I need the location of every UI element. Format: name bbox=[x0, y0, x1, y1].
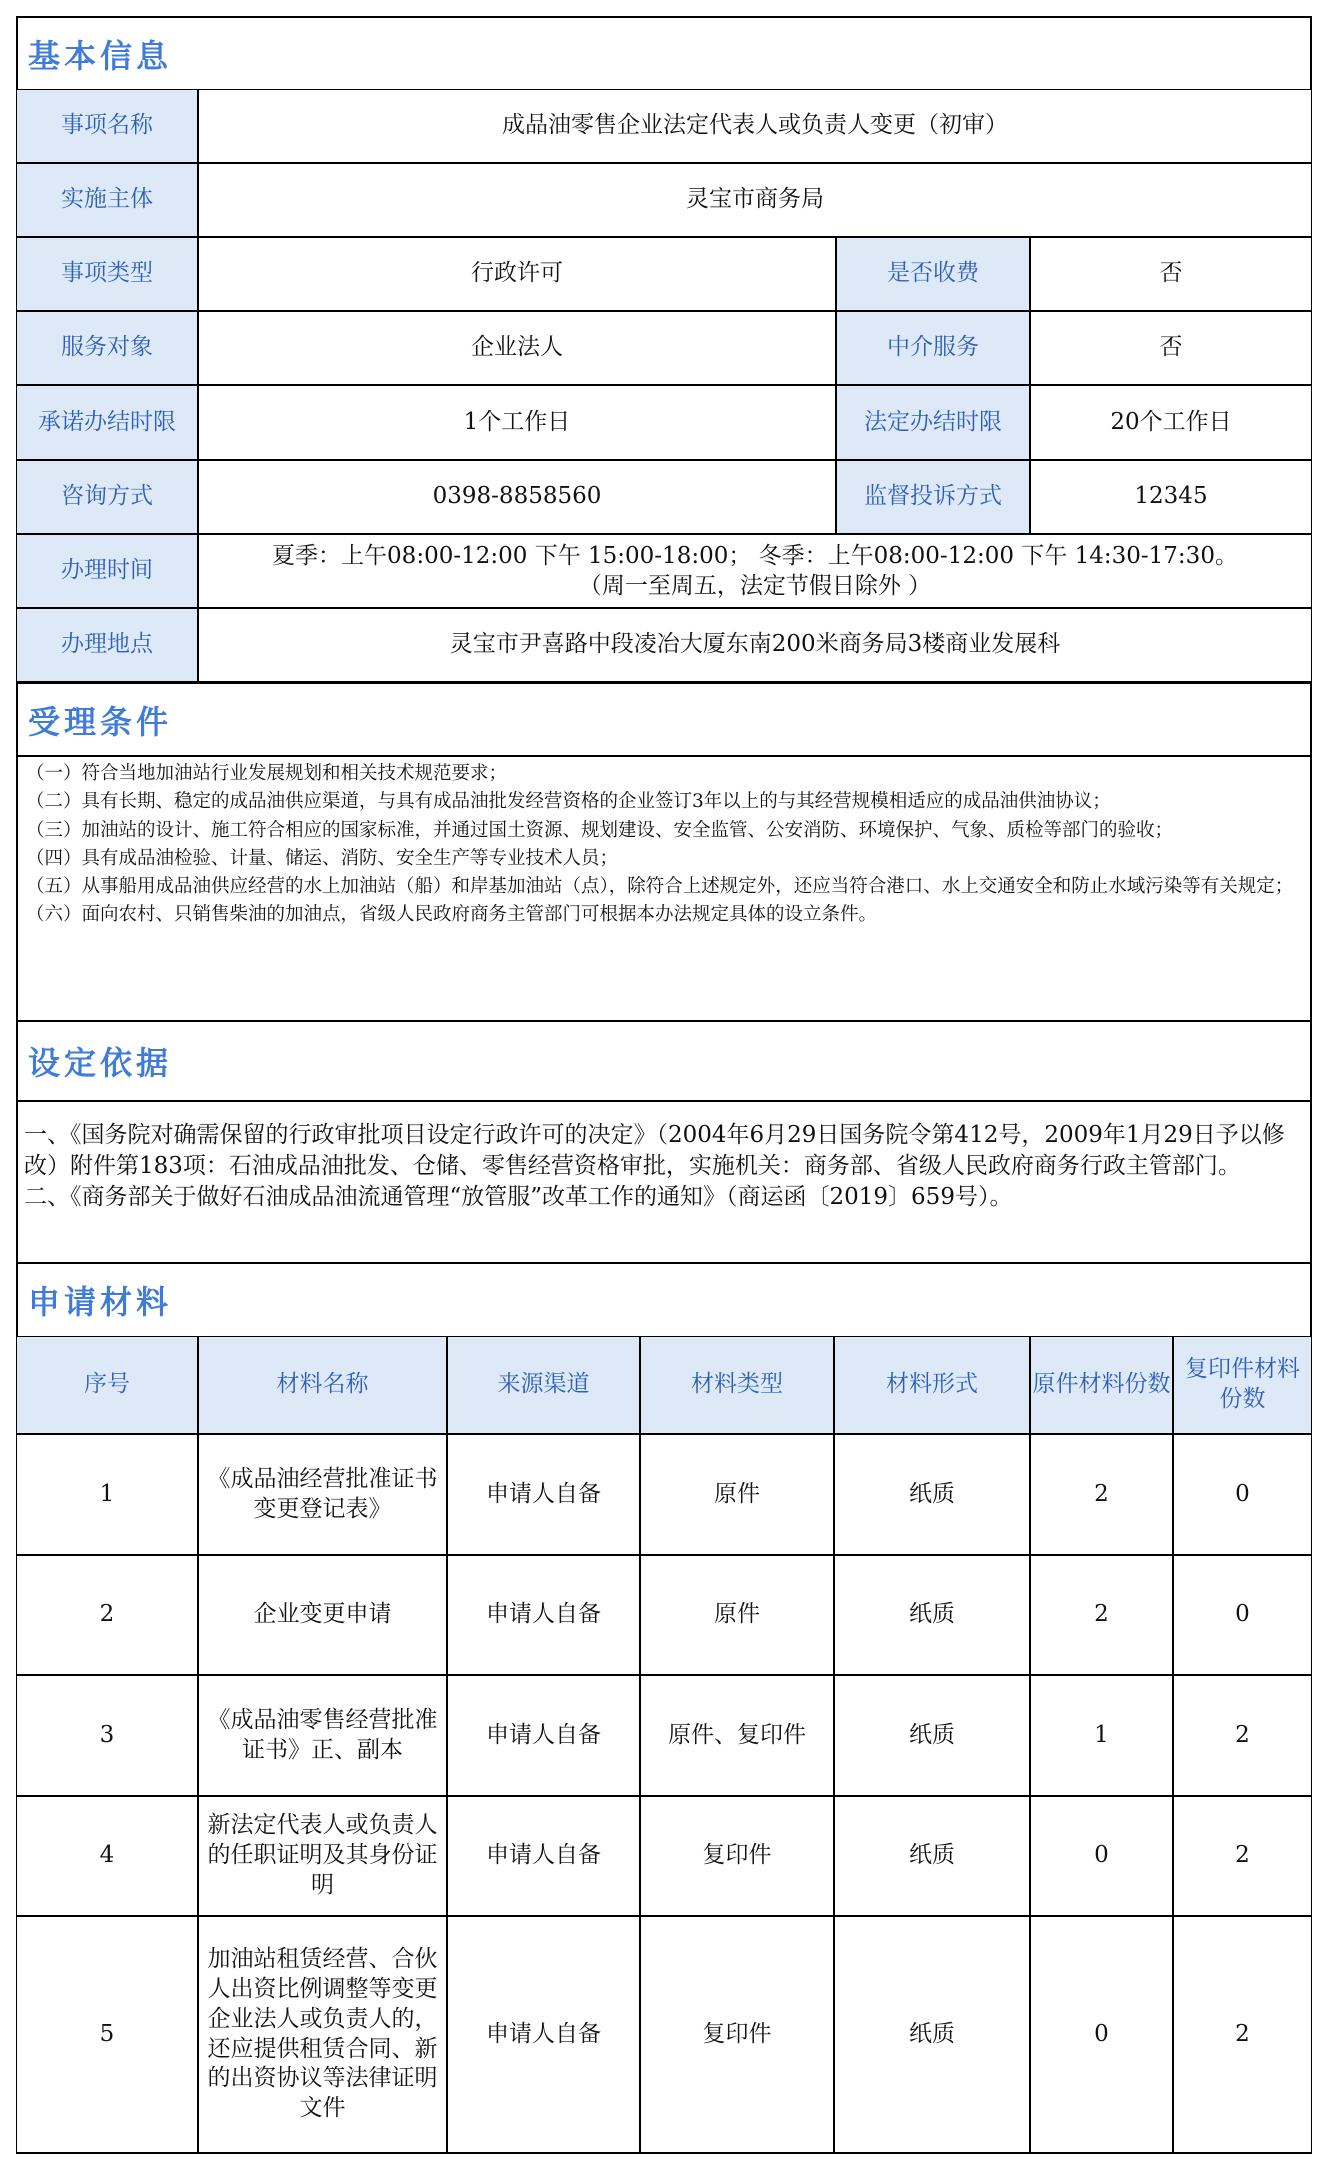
table-cell-source: 申请人自备 bbox=[447, 1675, 640, 1796]
divider bbox=[16, 1100, 1312, 1102]
value-charge: 否 bbox=[1030, 237, 1312, 311]
table-cell-original-count: 0 bbox=[1030, 1796, 1173, 1916]
condition-item: （五）从事船用成品油供应经营的水上加油站（船）和岸基加油站（点），除符合上述规定外，还应当符合港口、水上交通安全和防止水域污染等有关规定； bbox=[26, 876, 1294, 898]
hours-line-2: （周一至周五，法定节假日除外 ） bbox=[578, 573, 932, 599]
table-cell-source: 申请人自备 bbox=[447, 1555, 640, 1675]
label-intermediary: 中介服务 bbox=[836, 311, 1030, 385]
condition-item: （四）具有成品油检验、计量、储运、消防、安全生产等专业技术人员； bbox=[26, 847, 619, 869]
conditions-list bbox=[18, 760, 1310, 930]
basis-item: 二、《商务部关于做好石油成品油流通管理“放管服”改革工作的通知》（商运函〔2019〕659号）。 bbox=[24, 1184, 1013, 1210]
table-cell-copy-count: 2 bbox=[1173, 1916, 1312, 2153]
condition-item: （二）具有长期、稳定的成品油供应渠道，与具有成品油批发经营资格的企业签订3年以上的与其经营规模相适应的成品油供油协议； bbox=[26, 791, 1111, 813]
value-promised-time: 1个工作日 bbox=[198, 385, 836, 460]
label-legal-time: 法定办结时限 bbox=[836, 385, 1030, 460]
table-cell-name: 新法定代表人或负责人的任职证明及其身份证明 bbox=[198, 1796, 447, 1916]
value-hours bbox=[198, 534, 1312, 608]
label-implementing-body: 实施主体 bbox=[16, 163, 198, 237]
condition-item: （一）符合当地加油站行业发展规划和相关技术规范要求； bbox=[26, 763, 508, 784]
table-cell-original-count: 2 bbox=[1030, 1434, 1173, 1555]
table-cell-copy-count: 2 bbox=[1173, 1675, 1312, 1796]
table-cell-copy-count: 0 bbox=[1173, 1434, 1312, 1555]
hours-line-1: 夏季：上午08:00-12:00 下午 15:00-18:00； 冬季：上午08:00-12:00 下午 14:30-17:30。 bbox=[272, 543, 1238, 569]
label-hours: 办理时间 bbox=[16, 534, 198, 608]
table-cell-form: 纸质 bbox=[834, 1916, 1030, 2153]
label-complaint: 监督投诉方式 bbox=[836, 460, 1030, 534]
section-title-basic-info: 基本信息 bbox=[16, 16, 1312, 89]
table-cell-source: 申请人自备 bbox=[447, 1434, 640, 1555]
label-item-name: 事项名称 bbox=[16, 89, 198, 163]
value-item-type: 行政许可 bbox=[198, 237, 836, 311]
divider bbox=[16, 755, 1312, 757]
value-complaint: 12345 bbox=[1030, 460, 1312, 534]
label-address: 办理地点 bbox=[16, 608, 198, 682]
basis-list bbox=[18, 1120, 1310, 1213]
table-cell-name: 《成品油零售经营批准证书》正、副本 bbox=[198, 1675, 447, 1796]
table-cell-type: 原件 bbox=[640, 1434, 834, 1555]
table-cell-form: 纸质 bbox=[834, 1675, 1030, 1796]
table-cell-name: 《成品油经营批准证书变更登记表》 bbox=[198, 1434, 447, 1555]
table-cell-original-count: 1 bbox=[1030, 1675, 1173, 1796]
table-cell-type: 原件、复印件 bbox=[640, 1675, 834, 1796]
table-cell-seq: 2 bbox=[16, 1555, 198, 1675]
table-cell-type: 复印件 bbox=[640, 1796, 834, 1916]
table-cell-form: 纸质 bbox=[834, 1555, 1030, 1675]
section-title-conditions: 受理条件 bbox=[16, 682, 1312, 755]
table-header-source: 来源渠道 bbox=[447, 1336, 640, 1434]
table-cell-copy-count: 2 bbox=[1173, 1796, 1312, 1916]
table-cell-form: 纸质 bbox=[834, 1796, 1030, 1916]
table-cell-type: 复印件 bbox=[640, 1916, 834, 2153]
condition-item: （三）加油站的设计、施工符合相应的国家标准，并通过国土资源、规划建设、安全监管、公安消防、环境保护、气象、质检等部门的验收； bbox=[26, 819, 1174, 841]
label-consult: 咨询方式 bbox=[16, 460, 198, 534]
table-cell-seq: 4 bbox=[16, 1796, 198, 1916]
value-consult: 0398-8858560 bbox=[198, 460, 836, 534]
condition-item: （六）面向农村、只销售柴油的加油点，省级人民政府商务主管部门可根据本办法规定具体的设立条件。 bbox=[26, 904, 878, 926]
value-service-object: 企业法人 bbox=[198, 311, 836, 385]
table-header-original-count: 原件材料份数 bbox=[1030, 1336, 1173, 1434]
table-cell-seq: 3 bbox=[16, 1675, 198, 1796]
table-cell-name: 加油站租赁经营、合伙人出资比例调整等变更企业法人或负责人的，还应提供租赁合同、新的出资协议等法律证明文件 bbox=[198, 1916, 447, 2153]
table-cell-type: 原件 bbox=[640, 1555, 834, 1675]
table-header-name: 材料名称 bbox=[198, 1336, 447, 1434]
label-promised-time: 承诺办结时限 bbox=[16, 385, 198, 460]
value-implementing-body: 灵宝市商务局 bbox=[198, 163, 1312, 237]
value-address: 灵宝市尹喜路中段凌冶大厦东南200米商务局3楼商业发展科 bbox=[198, 608, 1312, 682]
table-header-copy-count: 复印件材料份数 bbox=[1173, 1336, 1312, 1434]
table-header-form: 材料形式 bbox=[834, 1336, 1030, 1434]
table-cell-form: 纸质 bbox=[834, 1434, 1030, 1555]
section-title-materials: 申请材料 bbox=[16, 1262, 1312, 1336]
table-cell-original-count: 2 bbox=[1030, 1555, 1173, 1675]
basis-item: 一、《国务院对确需保留的行政审批项目设定行政许可的决定》（2004年6月29日国务院令第412号，2009年1月29日予以修改）附件第183项：石油成品油批发、仓储、零售经营资格审批，实施机关：商务部、省级人民政府商务行政主管部门。 bbox=[24, 1122, 1285, 1179]
table-cell-copy-count: 0 bbox=[1173, 1555, 1312, 1675]
table-cell-source: 申请人自备 bbox=[447, 1916, 640, 2153]
value-legal-time: 20个工作日 bbox=[1030, 385, 1312, 460]
table-cell-seq: 1 bbox=[16, 1434, 198, 1555]
value-item-name: 成品油零售企业法定代表人或负责人变更（初审） bbox=[198, 89, 1312, 163]
section-title-basis: 设定依据 bbox=[16, 1020, 1312, 1100]
table-header-type: 材料类型 bbox=[640, 1336, 834, 1434]
table-cell-original-count: 0 bbox=[1030, 1916, 1173, 2153]
table-header-seq: 序号 bbox=[16, 1336, 198, 1434]
table-cell-seq: 5 bbox=[16, 1916, 198, 2153]
label-item-type: 事项类型 bbox=[16, 237, 198, 311]
table-cell-source: 申请人自备 bbox=[447, 1796, 640, 1916]
label-charge: 是否收费 bbox=[836, 237, 1030, 311]
table-cell-name: 企业变更申请 bbox=[198, 1555, 447, 1675]
label-service-object: 服务对象 bbox=[16, 311, 198, 385]
value-intermediary: 否 bbox=[1030, 311, 1312, 385]
